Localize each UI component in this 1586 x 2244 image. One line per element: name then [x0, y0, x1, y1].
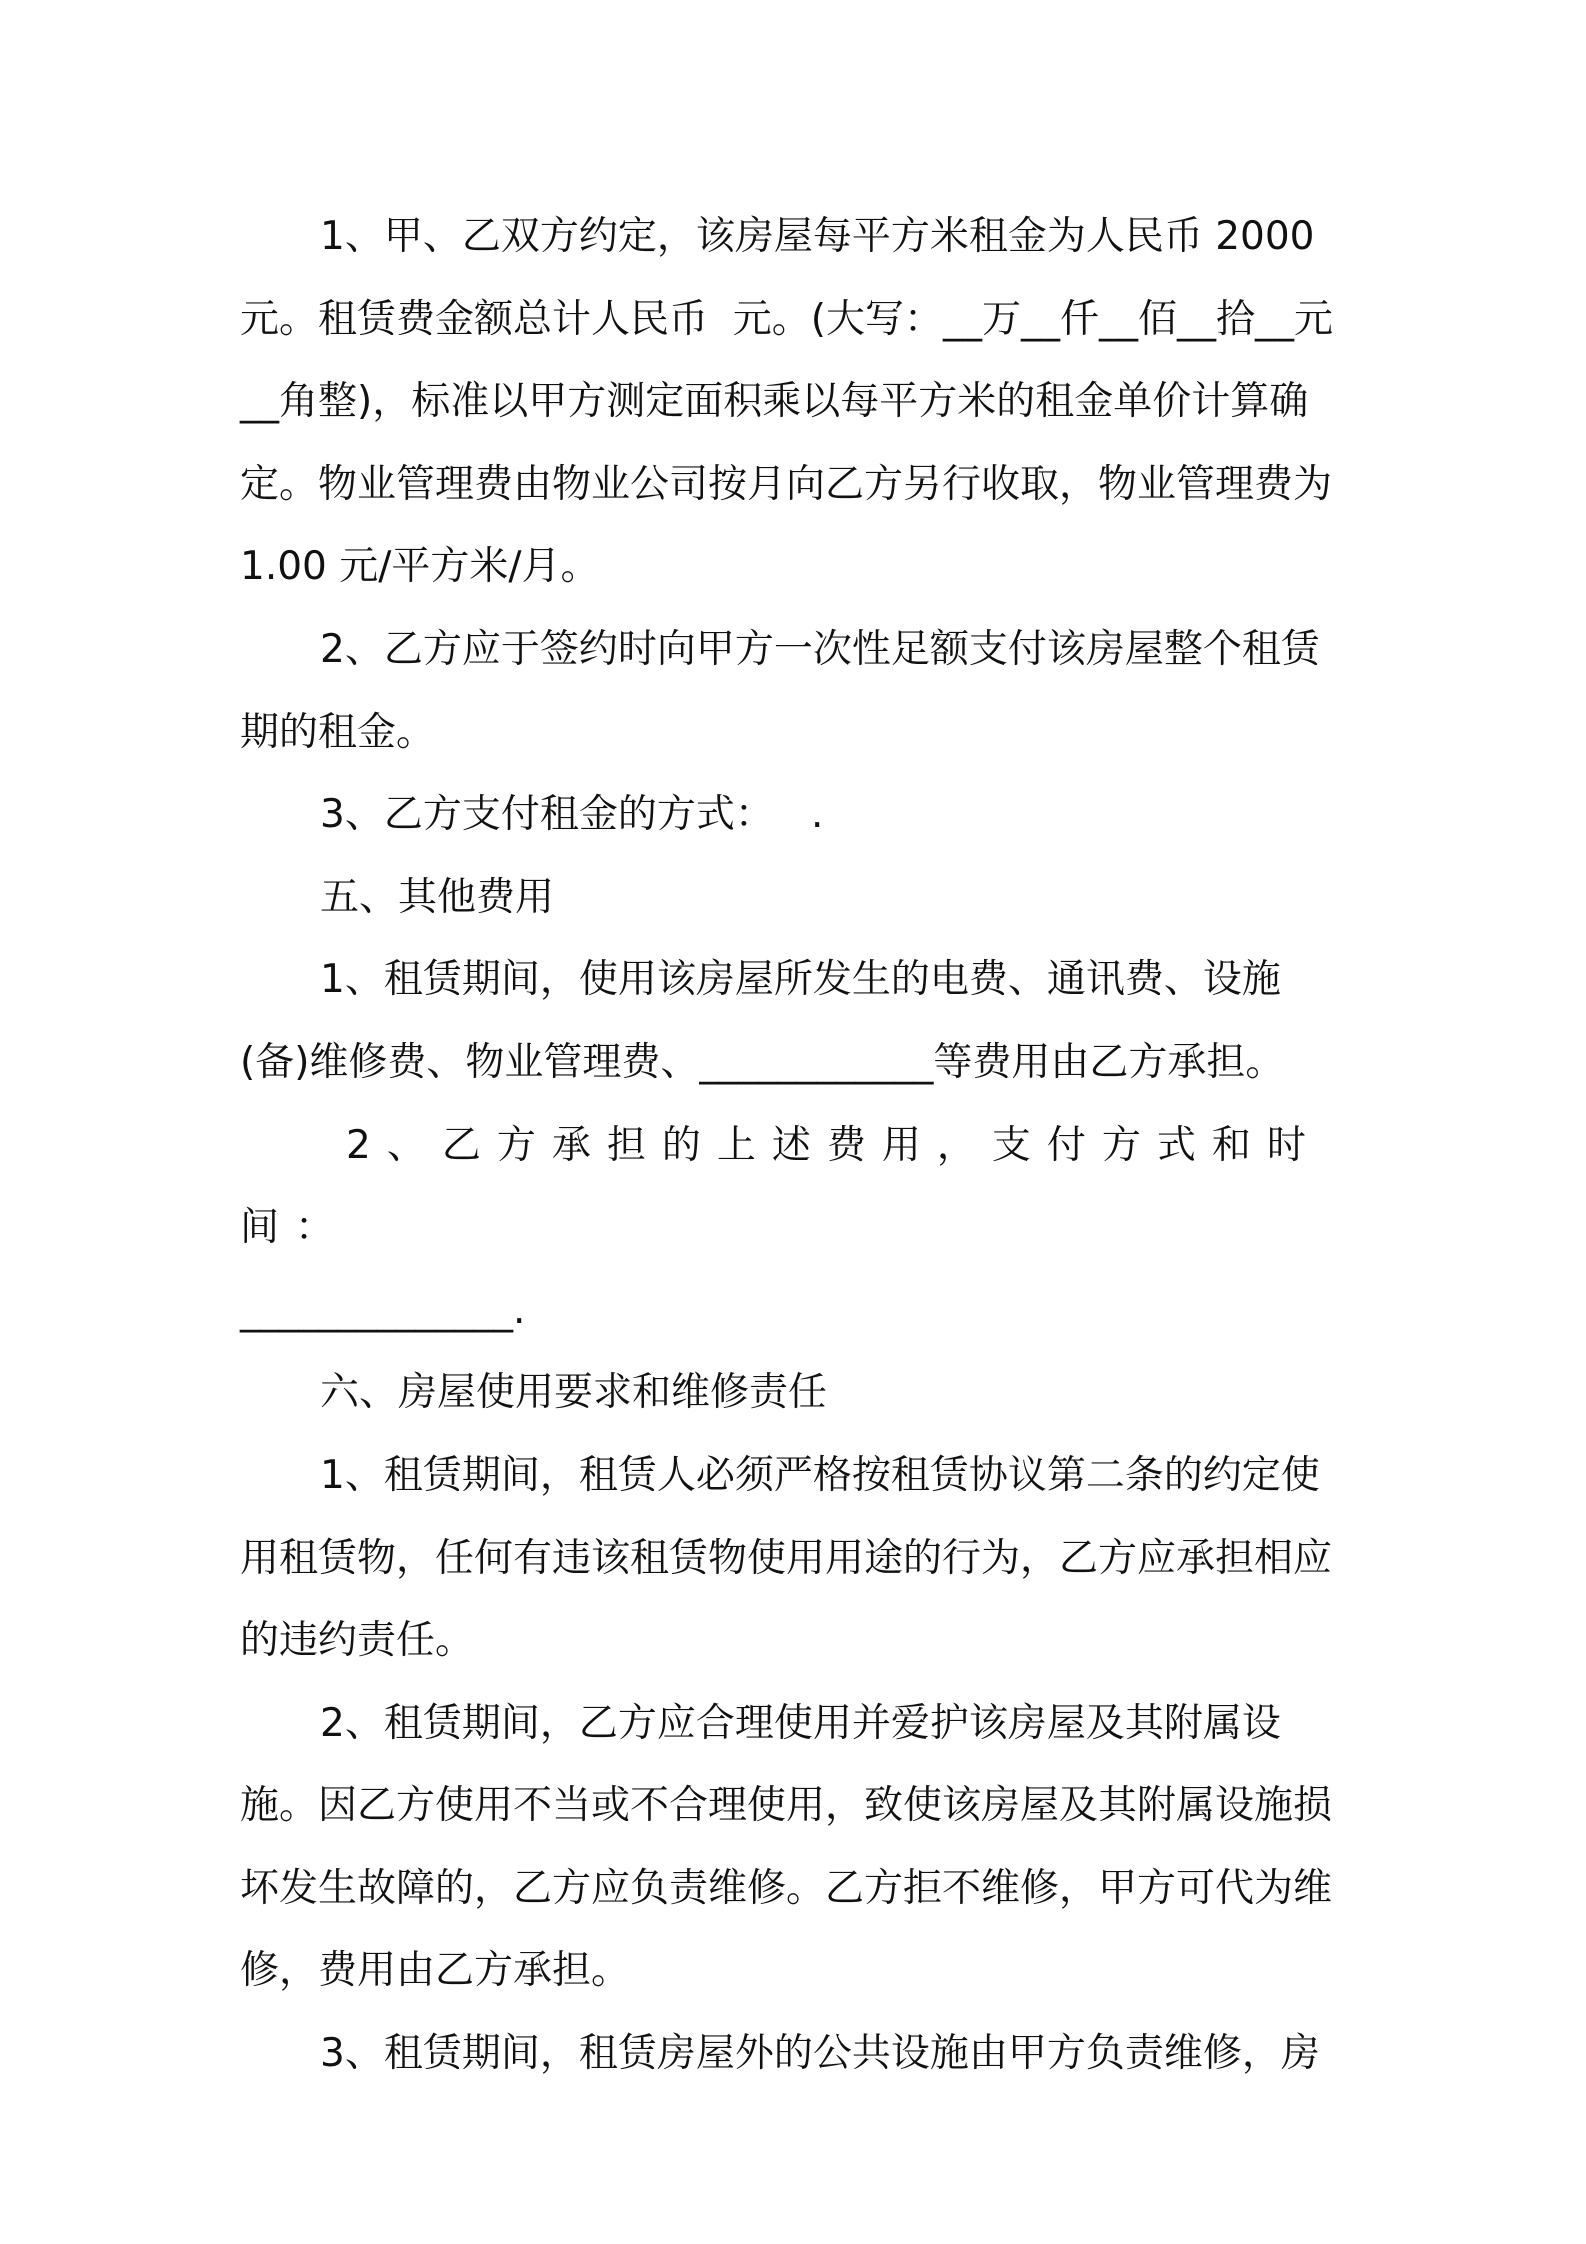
paragraph-public-facilities: 3、租赁期间，租赁房屋外的公共设施由甲方负责维修，房	[320, 2031, 1320, 2077]
document-body	[240, 196, 1350, 2096]
paragraph-rent-amount: 1、甲、乙双方约定，该房屋每平方米租金为人民币 2000元。租赁费金额总计人民币 元。(大写：__万__仟__佰__拾__元__角整)，标准以甲方测定面积乘以每平方米的租金单价计算确定。物业管理费由物业公司按月向乙方另行收取，物业管理费为 1.00 元/平方米/月。	[240, 214, 1345, 590]
paragraph-rent-payment-method: 3、乙方支付租金的方式： .	[320, 792, 824, 838]
paragraph-fees-borne-by-tenant: 1、租赁期间，使用该房屋所发生的电费、通讯费、设施(备)维修费、物业管理费、____________等费用由乙方承担。	[240, 957, 1285, 1085]
paragraph-tenant-maintenance: 2、租赁期间，乙方应合理使用并爱护该房屋及其附属设施。因乙方使用不当或不合理使用，致使该房屋及其附属设施损坏发生故障的，乙方应负责维修。乙方拒不维修，甲方可代为维修，费用由乙方承担。	[240, 1700, 1333, 1994]
paragraph-usage-compliance: 1、租赁期间，租赁人必须严格按租赁协议第二条的约定使用租赁物，任何有违该租赁物使用用途的行为，乙方应承担相应的违约责任。	[240, 1452, 1333, 1664]
section-heading-other-fees: 五、其他费用	[320, 874, 555, 920]
paragraph-fees-payment-blank: ______________.	[240, 1287, 526, 1333]
section-heading-usage-maintenance: 六、房屋使用要求和维修责任	[320, 1370, 828, 1416]
paragraph-fees-payment-method: 2、乙方承担的上述费用，支付方式和时间：	[240, 1122, 1322, 1251]
paragraph-rent-payment-timing: 2、乙方应于签约时向甲方一次性足额支付该房屋整个租赁期的租金。	[240, 626, 1320, 755]
